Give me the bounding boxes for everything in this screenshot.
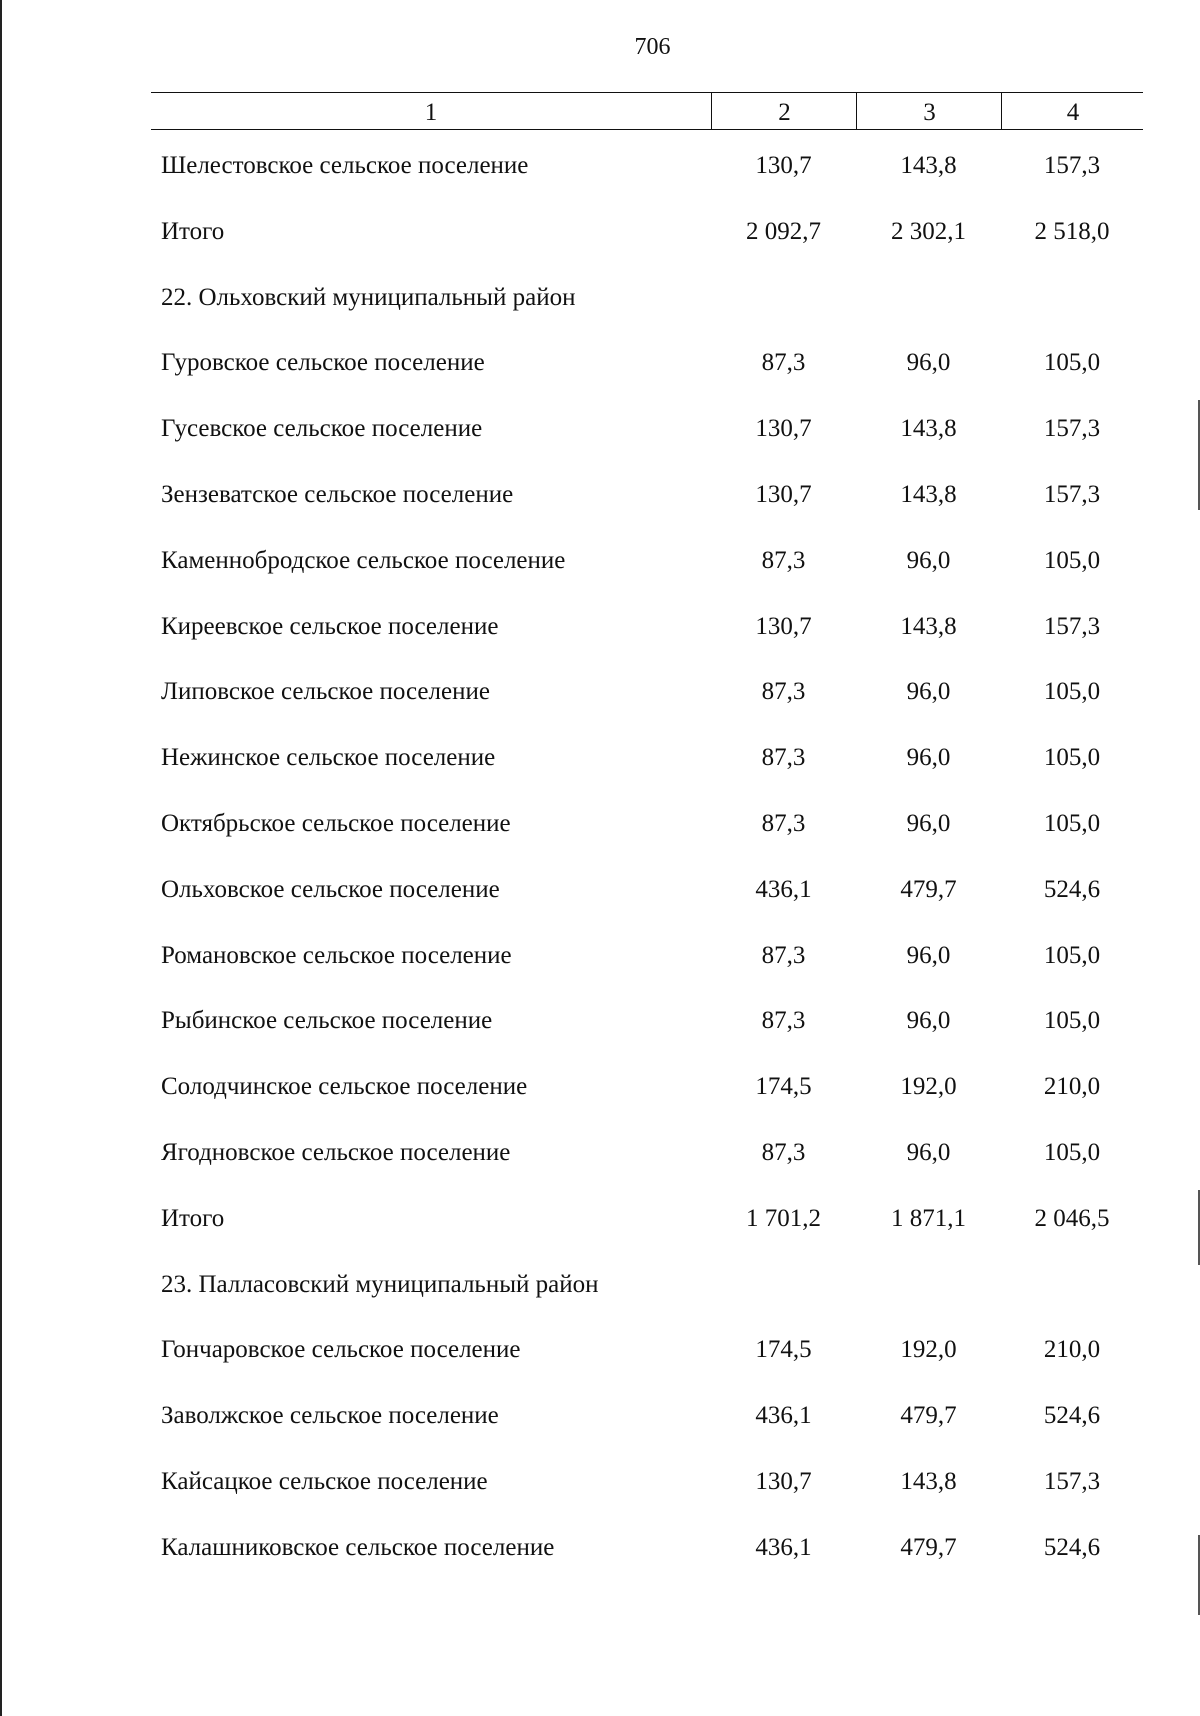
row-name: Калашниковское сельское поселение: [161, 1533, 555, 1561]
value-col-3: 192,0: [900, 1073, 957, 1101]
value-col-2: 436,1: [755, 875, 812, 903]
value-col-4: 157,3: [1043, 415, 1101, 443]
table-row: [151, 1059, 1143, 1125]
row-name: Кайсацкое сельское поселение: [161, 1467, 488, 1495]
row-name: Октябрьское сельское поселение: [161, 809, 511, 837]
value-col-4: 524,6: [1043, 875, 1101, 903]
value-col-2: 87,3: [761, 1007, 806, 1035]
value-col-3: 96,0: [906, 546, 951, 574]
value-col-3: 96,0: [906, 744, 951, 772]
value-col-3: 96,0: [906, 349, 951, 377]
table-row: [151, 730, 1143, 796]
value-col-4: 105,0: [1043, 744, 1101, 772]
value-col-3: 143,8: [900, 415, 957, 443]
row-name: Каменнобродское сельское поселение: [161, 546, 566, 574]
row-name: Рыбинское сельское поселение: [161, 1007, 493, 1035]
value-col-4: 105,0: [1043, 1007, 1101, 1035]
table-body: [151, 138, 1143, 1586]
value-col-4: 105,0: [1043, 678, 1101, 706]
value-col-2: 130,7: [755, 1467, 812, 1495]
row-name: Солодчинское сельское поселение: [161, 1073, 528, 1101]
value-col-4: 524,6: [1043, 1533, 1101, 1561]
column-header-3: 3: [856, 93, 1002, 129]
value-col-4: 157,3: [1043, 152, 1101, 179]
value-col-2: 87,3: [761, 1138, 806, 1166]
table-row: [151, 401, 1143, 467]
value-col-3: 143,8: [900, 152, 957, 179]
value-col-3: 1 871,1: [891, 1204, 966, 1232]
row-name: Гончаровское сельское поселение: [161, 1336, 521, 1364]
row-name: Нежинское сельское поселение: [161, 744, 496, 772]
value-col-4: 105,0: [1043, 349, 1101, 377]
value-col-3: 143,8: [900, 1467, 957, 1495]
table-row: [151, 1125, 1143, 1191]
table-row: [151, 1388, 1143, 1454]
row-name: Ягодновское сельское поселение: [161, 1138, 511, 1166]
value-col-2: 87,3: [761, 546, 806, 574]
value-col-3: 96,0: [906, 1138, 951, 1166]
table-row: [151, 1322, 1143, 1388]
value-col-2: 130,7: [755, 480, 812, 508]
table-row: [151, 467, 1143, 533]
value-col-4: 210,0: [1043, 1336, 1101, 1364]
value-col-4: 2 046,5: [1034, 1204, 1110, 1232]
value-col-3: 96,0: [906, 809, 951, 837]
value-col-3: 96,0: [906, 678, 951, 706]
page-number: 706: [634, 34, 671, 60]
value-col-3: 192,0: [900, 1336, 957, 1364]
value-col-2: 436,1: [755, 1533, 812, 1561]
value-col-4: 157,3: [1043, 612, 1101, 640]
table-row: [151, 796, 1143, 862]
table-row: [151, 599, 1143, 665]
value-col-3: 143,8: [900, 480, 957, 508]
table-row: [151, 1257, 1143, 1323]
value-col-2: 130,7: [755, 612, 812, 640]
value-col-2: 130,7: [755, 415, 812, 443]
row-name: Гуровское сельское поселение: [161, 349, 485, 377]
value-col-3: 479,7: [900, 1402, 957, 1430]
row-name: Липовское сельское поселение: [161, 678, 490, 706]
value-col-3: 96,0: [906, 1007, 951, 1035]
value-col-4: 210,0: [1043, 1073, 1101, 1101]
value-col-4: 2 518,0: [1034, 217, 1110, 245]
value-col-4: 105,0: [1043, 809, 1101, 837]
table-row: [151, 993, 1143, 1059]
table-row: [151, 1191, 1143, 1257]
value-col-2: 87,3: [761, 678, 806, 706]
value-col-2: 87,3: [761, 744, 806, 772]
row-name: Итого: [161, 217, 225, 245]
column-header-4: 4: [1001, 93, 1144, 129]
value-col-2: 87,3: [761, 809, 806, 837]
value-col-4: 105,0: [1043, 1138, 1101, 1166]
row-name: Киреевское сельское поселение: [161, 612, 499, 640]
table-row: [151, 270, 1143, 336]
table-row: [151, 664, 1143, 730]
value-col-2: 436,1: [755, 1402, 812, 1430]
value-col-2: 87,3: [761, 349, 806, 377]
value-col-3: 96,0: [906, 941, 951, 969]
data-table: [151, 92, 1143, 1586]
table-row: [151, 1454, 1143, 1520]
value-col-2: 1 701,2: [746, 1204, 821, 1232]
table-row: [151, 335, 1143, 401]
row-name: 23. Палласовский муниципальный район: [161, 1270, 599, 1298]
table-row: [151, 138, 1143, 204]
value-col-2: 130,7: [755, 152, 812, 179]
scan-edge-left: [0, 0, 2, 1716]
value-col-4: 105,0: [1043, 546, 1101, 574]
row-name: Шелестовское сельское поселение: [161, 152, 529, 179]
value-col-2: 174,5: [755, 1336, 812, 1364]
row-name: Итого: [161, 1204, 225, 1232]
table-row: [151, 204, 1143, 270]
value-col-2: 87,3: [761, 941, 806, 969]
table-row: [151, 862, 1143, 928]
row-name: Заволжское сельское поселение: [161, 1402, 499, 1430]
table-row: [151, 533, 1143, 599]
row-name: Ольховское сельское поселение: [161, 875, 500, 903]
row-name: Гусевское сельское поселение: [161, 415, 483, 443]
value-col-3: 479,7: [900, 875, 957, 903]
value-col-4: 157,3: [1043, 1467, 1101, 1495]
value-col-4: 524,6: [1043, 1402, 1101, 1430]
row-name: Зензеватское сельское поселение: [161, 480, 514, 508]
value-col-4: 105,0: [1043, 941, 1101, 969]
table-row: [151, 1520, 1143, 1586]
value-col-4: 157,3: [1043, 480, 1101, 508]
column-header-2: 2: [711, 93, 857, 129]
value-col-3: 143,8: [900, 612, 957, 640]
value-col-2: 2 092,7: [746, 217, 821, 245]
table-row: [151, 928, 1143, 994]
column-header-1: 1: [424, 99, 438, 126]
row-name: 22. Ольховский муниципальный район: [161, 283, 576, 311]
value-col-3: 479,7: [900, 1533, 957, 1561]
row-name: Романовское сельское поселение: [161, 941, 512, 969]
value-col-2: 174,5: [755, 1073, 812, 1101]
table-header: [151, 92, 1143, 130]
value-col-3: 2 302,1: [891, 217, 966, 245]
